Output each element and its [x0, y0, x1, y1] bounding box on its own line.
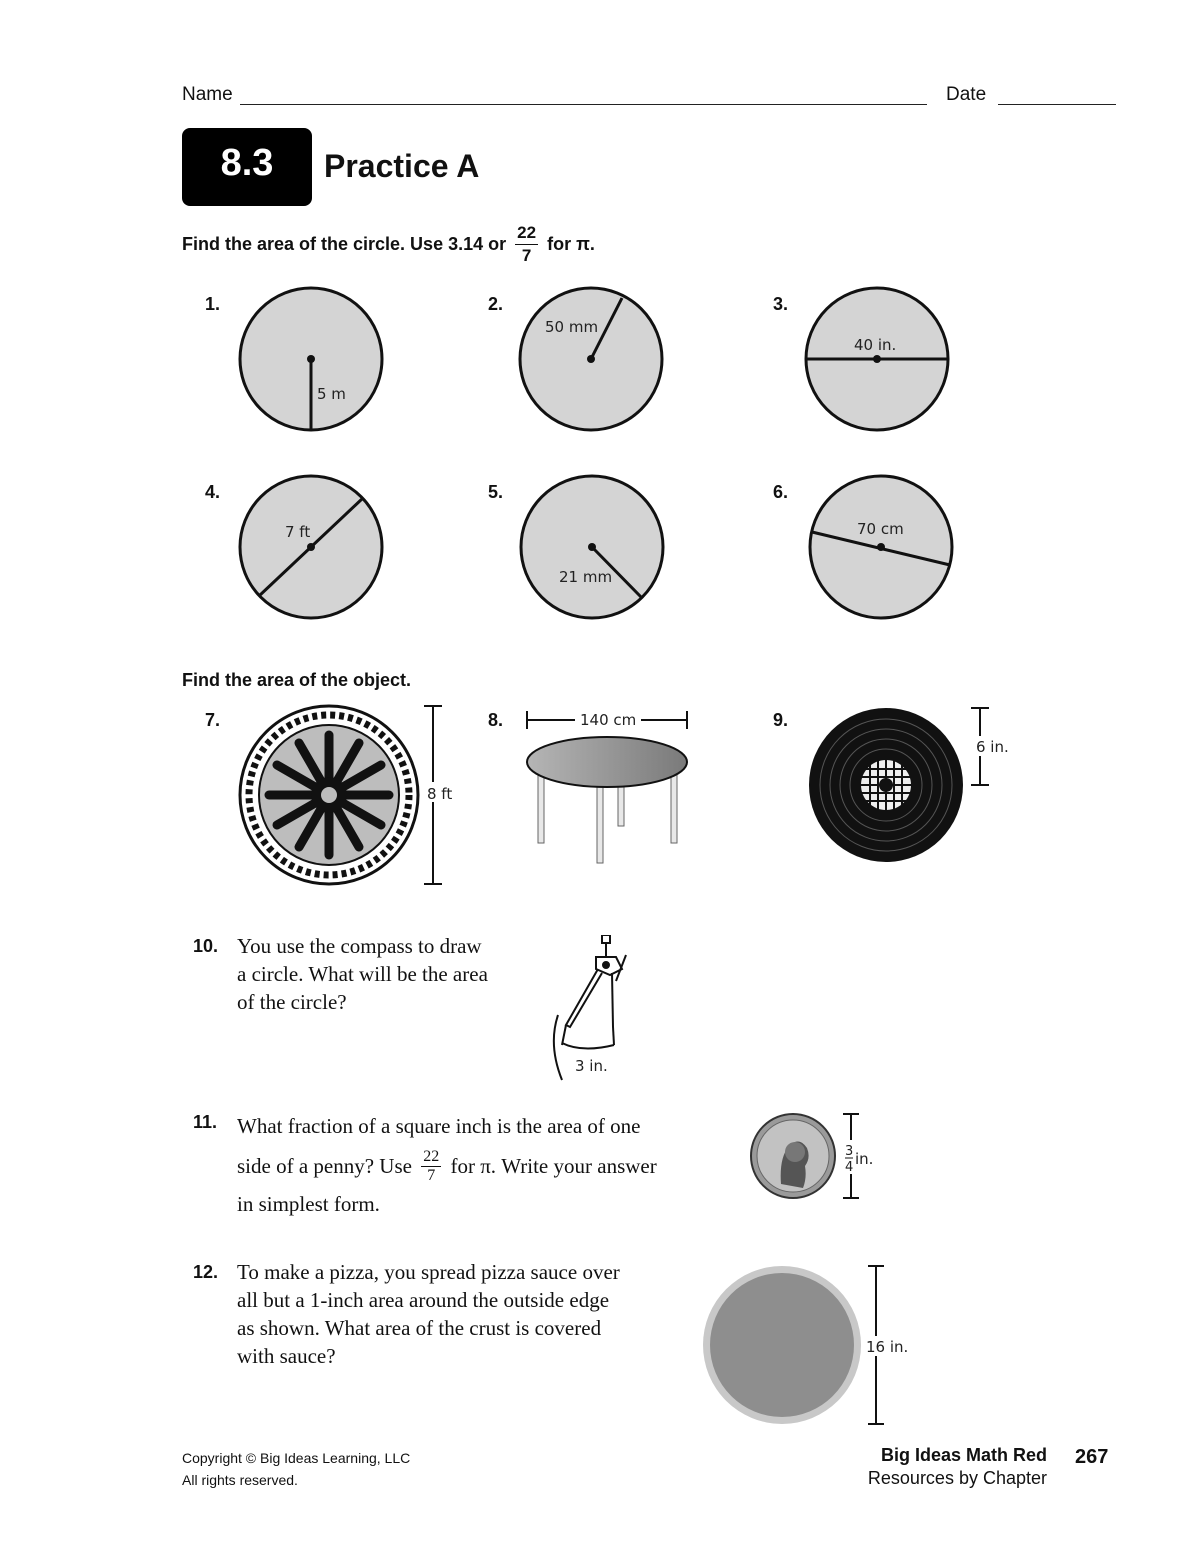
problem-4-number: 4. [205, 482, 221, 502]
circle-1 [240, 288, 382, 430]
penny-fraction-numerator: 3 [845, 1144, 854, 1159]
problem-11-line1: What fraction of a square inch is the area of one [237, 1114, 641, 1138]
problem-10-text [237, 932, 488, 1016]
problem-12-number: 12. [193, 1262, 219, 1282]
problem-11-line2-end: for π. Write your answer [450, 1154, 657, 1179]
circle-3-label: 40 in. [854, 336, 897, 354]
circle-2-label: 50 mm [545, 318, 599, 336]
circle-1-label: 5 m [317, 385, 346, 403]
table-image [527, 737, 687, 863]
circle-2 [520, 288, 662, 430]
rug-image [240, 706, 418, 884]
problem-11-text [237, 1107, 657, 1223]
name-label: Name [182, 84, 233, 105]
book-subtitle: Resources by Chapter [867, 1468, 1047, 1488]
fraction-denominator: 7 [521, 246, 532, 265]
problem-11-line2-start: side of a penny? Use [237, 1154, 412, 1179]
penny-dimension [843, 1114, 885, 1198]
table-label: 140 cm [580, 711, 637, 729]
circle-5 [521, 476, 663, 618]
problem-3-number: 3. [773, 294, 789, 314]
problem-10-line: of the circle? [237, 990, 347, 1014]
target-dimension [971, 708, 1013, 785]
compass-figure [530, 935, 650, 1085]
copyright-text: Copyright © Big Ideas Learning, LLC [182, 1450, 411, 1466]
objects-figure [0, 690, 1200, 900]
problem-8-number: 8. [488, 710, 504, 730]
instructions-text: Find the area of the circle. Use 3.14 or [182, 234, 507, 254]
penny-image [751, 1114, 835, 1198]
circle-6 [810, 476, 952, 618]
compass-label: 3 in. [575, 1057, 608, 1075]
penny-unit: in. [855, 1150, 874, 1168]
problem-5-number: 5. [488, 482, 504, 502]
section-number: 8.3 [220, 142, 274, 184]
date-label: Date [946, 84, 987, 105]
problem-11-line2 [237, 1145, 657, 1185]
problem-2-number: 2. [488, 294, 504, 314]
problem-9-number: 9. [773, 710, 789, 730]
problem-10-line: a circle. What will be the area [237, 962, 488, 986]
instructions-objects: Find the area of the object. [182, 670, 412, 690]
problem-12-line: To make a pizza, you spread pizza sauce over [237, 1260, 620, 1284]
problem-6-number: 6. [773, 482, 789, 502]
circles-figure [0, 0, 1200, 640]
problem-10-line: You use the compass to draw [237, 934, 482, 958]
target-label: 6 in. [976, 738, 1009, 756]
problem-12-line: as shown. What area of the crust is covered [237, 1316, 602, 1340]
fraction-numerator: 22 [515, 222, 538, 245]
page-number: 267 [1075, 1446, 1109, 1468]
problem-10-number: 10. [193, 936, 219, 956]
footer-copyright [182, 1447, 410, 1491]
fraction-denominator: 7 [427, 1166, 436, 1184]
circle-4 [240, 476, 382, 618]
problem-12-line: with sauce? [237, 1344, 336, 1368]
rights-text: All rights reserved. [182, 1472, 298, 1488]
pizza-image [703, 1266, 861, 1424]
problem-12-text [237, 1258, 620, 1370]
instructions-text-end: for π. [547, 234, 595, 254]
problem-11-fraction [421, 1148, 441, 1185]
problem-11-number: 11. [193, 1112, 218, 1132]
circle-4-label: 7 ft [285, 523, 311, 541]
penny-figure [745, 1108, 895, 1204]
fraction-numerator: 22 [423, 1147, 440, 1165]
book-title: Big Ideas Math Red [880, 1445, 1047, 1465]
rug-dimension [424, 706, 458, 884]
pizza-label: 16 in. [866, 1338, 909, 1356]
circle-3 [806, 288, 948, 430]
penny-fraction-denominator: 4 [845, 1160, 854, 1175]
footer-book [868, 1444, 1047, 1490]
problem-1-number: 1. [205, 294, 221, 314]
section-title: Practice A [324, 148, 480, 184]
circle-5-label: 21 mm [559, 568, 613, 586]
problem-12-line: all but a 1-inch area around the outside edge [237, 1288, 610, 1312]
rug-label: 8 ft [427, 785, 453, 803]
table-dimension [527, 711, 687, 729]
problem-7-number: 7. [205, 710, 221, 730]
problem-11-line3: in simplest form. [237, 1192, 380, 1217]
circle-6-label: 70 cm [857, 520, 904, 538]
target-image [809, 708, 963, 862]
pizza-figure [700, 1262, 930, 1428]
pizza-dimension [864, 1266, 914, 1424]
